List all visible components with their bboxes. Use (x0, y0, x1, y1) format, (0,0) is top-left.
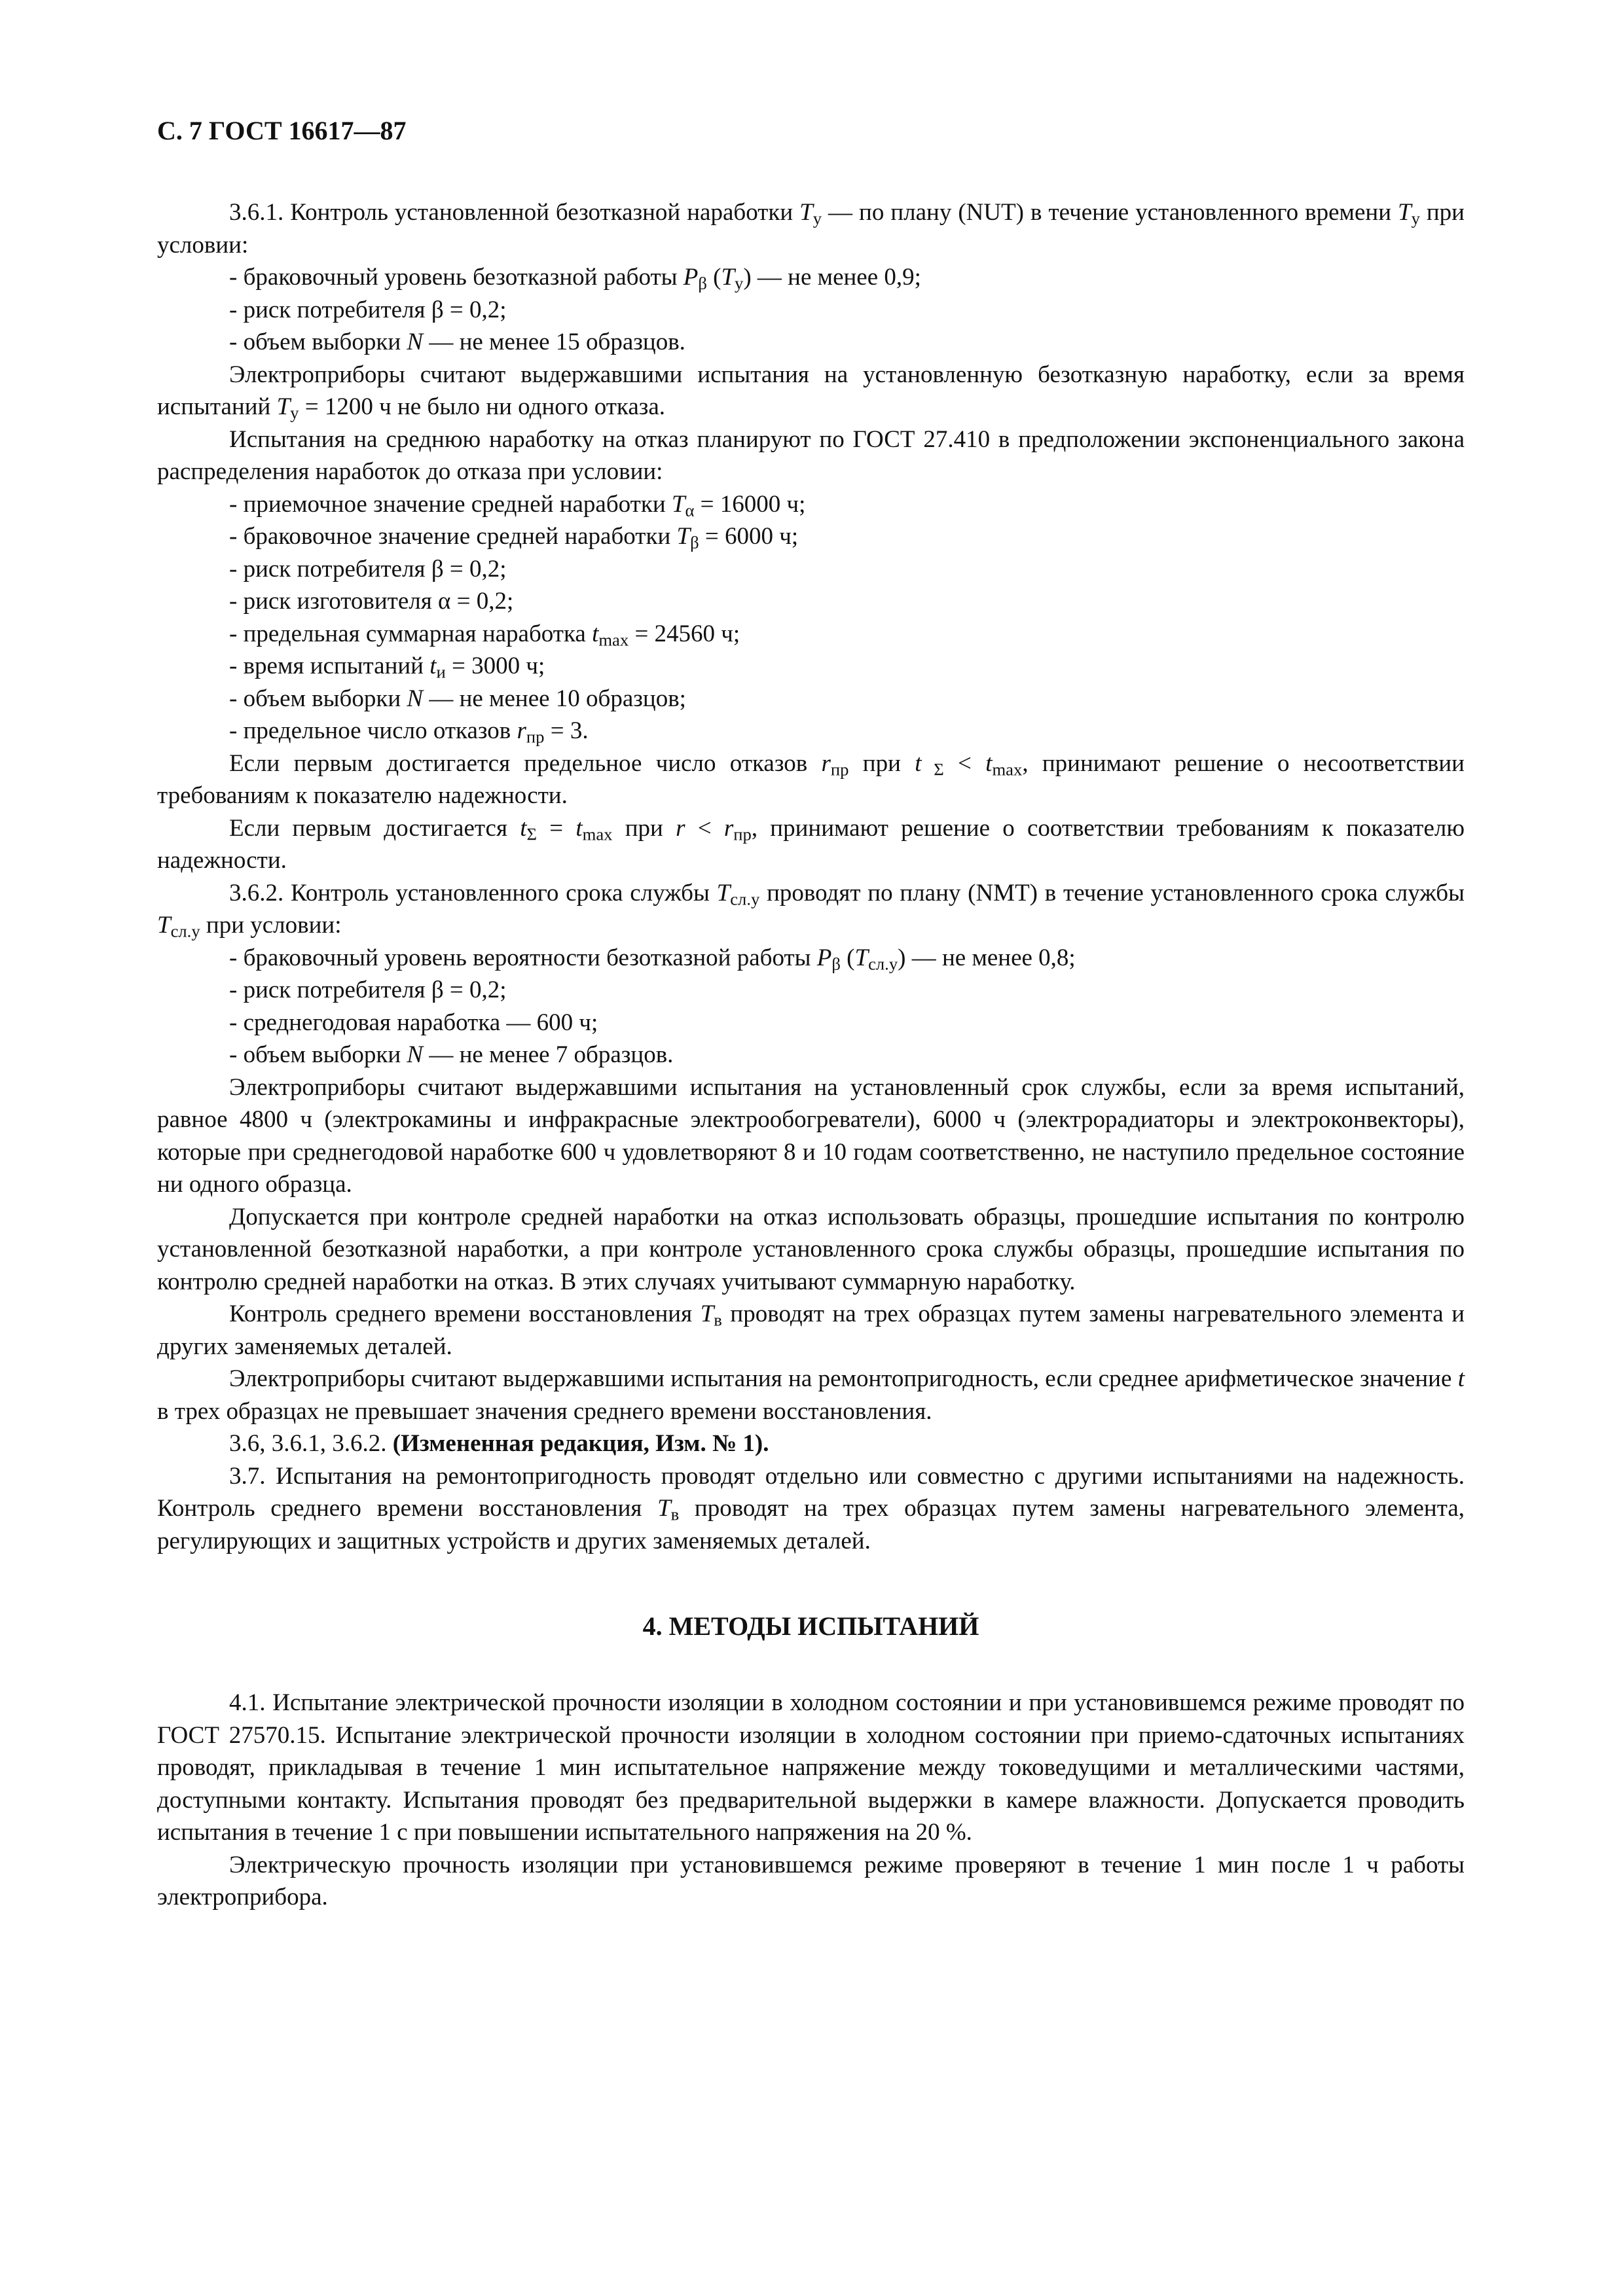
section-heading: 4. МЕТОДЫ ИСПЫТАНИЙ (642, 1611, 979, 1641)
math-symbol: t (520, 814, 527, 842)
math-symbol: r (723, 814, 734, 842)
text-run: при условии: (200, 912, 342, 939)
math-symbol: r (821, 749, 831, 777)
paragraph (157, 1460, 1465, 1558)
math-symbol: P (816, 944, 832, 971)
math-symbol: T (157, 912, 171, 939)
paragraph (157, 1363, 1465, 1427)
text-run: 3.6.1. Контроль установленной безотказной наработки (229, 199, 800, 226)
text-run: Электроприборы считают выдержавшими испытания на установленную безотказную наработку, если за время испытаний (157, 361, 1465, 420)
text-run: — не менее 10 образцов; (423, 685, 686, 712)
text-run: - риск потребителя β = 0,2; (229, 296, 507, 323)
subscript: пр (733, 824, 752, 844)
math-symbol: N (407, 1041, 424, 1068)
math-symbol: t (1457, 1365, 1465, 1392)
math-symbol: r (517, 717, 526, 744)
subscript: β (690, 532, 699, 552)
text-run: ) — не менее 0,8; (898, 944, 1076, 971)
subscript: max (582, 824, 613, 844)
list-item (157, 585, 1465, 618)
paragraph (157, 1427, 1465, 1460)
math-symbol: T (676, 523, 691, 550)
text-run: Электрическую прочность изоляции при установившемся режиме проверяют в течение 1 мин после 1 ч работы электроприбора. (157, 1851, 1465, 1910)
text-run: ( (706, 264, 721, 291)
math-symbol: N (407, 329, 424, 355)
list-item (157, 294, 1465, 327)
bold-note: (Измененная редакция, Изм. № 1). (392, 1430, 769, 1457)
subscript: сл.у (730, 889, 760, 909)
subscript: Σ (921, 759, 944, 780)
math-symbol: N (407, 685, 424, 712)
text-run: Электроприборы считают выдержавшими испытания на установленный срок службы, если за время испытаний, равное 4800 ч (электрокамины и инфракрасные электрообогреватели), 6000 ч (электрорадиаторы и электроконвекторы), которые при среднегодовой наработке 600 ч удовлетворяют 8 и 10 годам соответственно, не наступило предельное состояние ни одного образца. (157, 1073, 1465, 1198)
text-run: - объем выборки (229, 685, 407, 712)
math-symbol: P (683, 264, 699, 291)
text-run: - предельная суммарная наработка (229, 620, 593, 647)
math-symbol: T (716, 879, 731, 906)
subscript: сл.у (170, 921, 200, 941)
paragraph (157, 1298, 1465, 1363)
subscript: α (685, 500, 695, 520)
math-symbol: T (276, 393, 291, 420)
list-item (157, 1039, 1465, 1071)
text-run: - объем выборки (229, 329, 407, 355)
paragraph (157, 196, 1465, 261)
math-symbol: T (671, 490, 685, 518)
list-item (157, 715, 1465, 747)
text-run: - браковочный уровень безотказной работы (229, 264, 684, 291)
text-run: - время испытаний (229, 653, 430, 679)
text-run: - риск потребителя β = 0,2; (229, 977, 507, 1003)
subscript: β (831, 954, 841, 974)
list-item (157, 974, 1465, 1007)
math-symbol: T (700, 1300, 714, 1327)
text-run: - браковочное значение средней наработки (229, 523, 677, 550)
math-symbol: T (1398, 199, 1412, 226)
paragraph (157, 1071, 1465, 1201)
text-run: 3.6, 3.6.1, 3.6.2. (229, 1430, 393, 1457)
list-item (157, 942, 1465, 975)
text-run: , принимают решение о соответствии требованиям к показателю надежности. (157, 814, 1465, 874)
text-run: при (848, 749, 915, 777)
math-symbol: T (657, 1495, 671, 1522)
list-item (157, 1007, 1465, 1039)
math-symbol: t (915, 749, 922, 777)
subscript: пр (526, 726, 545, 747)
text-run: - риск изготовителя α = 0,2; (229, 588, 514, 615)
paragraph (157, 423, 1465, 488)
text-run: Испытания на среднюю наработку на отказ планируют по ГОСТ 27.410 в предположении экспоненциального закона распределения наработок до отказа при условии: (157, 425, 1465, 485)
text-run: , принимают решение о несоответствии требованиям к показателю надежности. (157, 749, 1465, 809)
list-item (157, 520, 1465, 553)
text-run: - объем выборки (229, 1041, 407, 1068)
text-run: ( (840, 944, 855, 971)
text-run: - браковочный уровень вероятности безотказной работы (229, 944, 817, 971)
subscript: в (670, 1504, 680, 1524)
text-run: проводят на трех образцах путем замены нагревательного элемента, регулирующих и защитных устройств и других заменяемых деталей. (157, 1495, 1465, 1554)
text-run: — не менее 7 образцов. (423, 1041, 674, 1068)
paragraph (157, 877, 1465, 942)
subscript: в (714, 1310, 722, 1330)
text-run: = 16000 ч; (694, 490, 806, 518)
list-item (157, 326, 1465, 359)
text-run: 3.7. Испытания на ремонтопригодность проводят отдельно или совместно с другими испытаниями на надежность. Контроль среднего времени восстановления (157, 1462, 1465, 1522)
page-header: С. 7 ГОСТ 16617—87 (157, 116, 407, 145)
text-run: = 24560 ч; (629, 620, 740, 647)
subscript: max (992, 759, 1023, 780)
text-run: Если первым достигается (229, 814, 520, 842)
text-run: - приемочное значение средней наработки (229, 490, 672, 518)
text-run: проводят по плану (NMT) в течение установленного срока службы (759, 879, 1465, 906)
text-run: - риск потребителя β = 0,2; (229, 555, 507, 583)
text-run: Если первым достигается предельное число отказов (229, 749, 822, 777)
paragraph (157, 1687, 1465, 1849)
list-item (157, 618, 1465, 651)
math-symbol: r (676, 814, 685, 842)
subscript: Σ (526, 824, 537, 844)
subscript: сл.у (868, 954, 898, 974)
paragraph (157, 359, 1465, 423)
text-run: < (943, 749, 986, 777)
subscript: у (735, 273, 744, 293)
list-item (157, 261, 1465, 294)
text-run: ) — не менее 0,9; (743, 264, 921, 291)
math-symbol: T (721, 264, 735, 291)
subscript: max (598, 630, 629, 650)
subscript: у (1411, 208, 1420, 228)
document-body (157, 196, 1465, 1914)
subscript: и (436, 662, 446, 682)
text-run: проводят на трех образцах путем замены нагревательного элемента и других заменяемых деталей. (157, 1300, 1465, 1360)
text-run: 4.1. Испытание электрической прочности изоляции в холодном состоянии и при установившемся режиме проводят по ГОСТ 27570.15. Испытание электрической прочности изоляции в холодном состоянии при приемо-сдаточных испытаниях проводят, прикладывая в течение 1 мин испытательное напряжение между токоведущими и металлическими частями, доступными контакту. Испытания проводят без предварительной выдержки в камере влажности. Допускается проводить испытания в течение 1 с при повышении испытательного напряжения на 20 %. (157, 1689, 1465, 1846)
paragraph (157, 812, 1465, 877)
text-run: Допускается при контроле средней наработки на отказ использовать образцы, прошедшие испытания по контролю установленной безотказной наработки, а при контроле установленного срока службы образцы, прошедшие испытания по контролю средней наработки на отказ. В этих случаях учитывают суммарную наработку. (157, 1203, 1465, 1295)
subscript: пр (830, 759, 849, 780)
text-run: - среднегодовая наработка — 600 ч; (229, 1009, 598, 1036)
text-run: = 3. (544, 717, 589, 744)
subscript: у (290, 403, 299, 423)
list-item (157, 488, 1465, 521)
math-symbol: T (854, 944, 869, 971)
text-run: Электроприборы считают выдержавшими испытания на ремонтопригодность, если среднее арифметическое значение (229, 1365, 1458, 1392)
text-run: — по плану (NUT) в течение установленного времени (822, 199, 1398, 226)
text-run: Контроль среднего времени восстановления (229, 1300, 701, 1327)
text-run: при (612, 814, 676, 842)
subscript: у (812, 208, 822, 228)
list-item (157, 683, 1465, 715)
paragraph (157, 1849, 1465, 1914)
list-item (157, 553, 1465, 586)
math-symbol: t (985, 749, 993, 777)
text-run: = (537, 814, 576, 842)
subscript: β (698, 273, 707, 293)
text-run: = 3000 ч; (445, 653, 545, 679)
text-run: в трех образцах не превышает значения среднего времени восстановления. (157, 1397, 932, 1425)
text-run: при условии: (157, 199, 1465, 259)
text-run: 3.6.2. Контроль установленного срока службы (229, 879, 717, 906)
text-run: - предельное число отказов (229, 717, 517, 744)
paragraph (157, 747, 1465, 812)
text-run: = 1200 ч не было ни одного отказа. (299, 393, 666, 420)
text-run: < (685, 814, 724, 842)
text-run: — не менее 15 образцов. (423, 329, 685, 355)
list-item (157, 650, 1465, 683)
math-symbol: t (429, 653, 437, 679)
text-run: = 6000 ч; (699, 523, 799, 550)
math-symbol: t (592, 620, 599, 647)
math-symbol: t (575, 814, 583, 842)
math-symbol: T (799, 199, 813, 226)
paragraph (157, 1201, 1465, 1299)
